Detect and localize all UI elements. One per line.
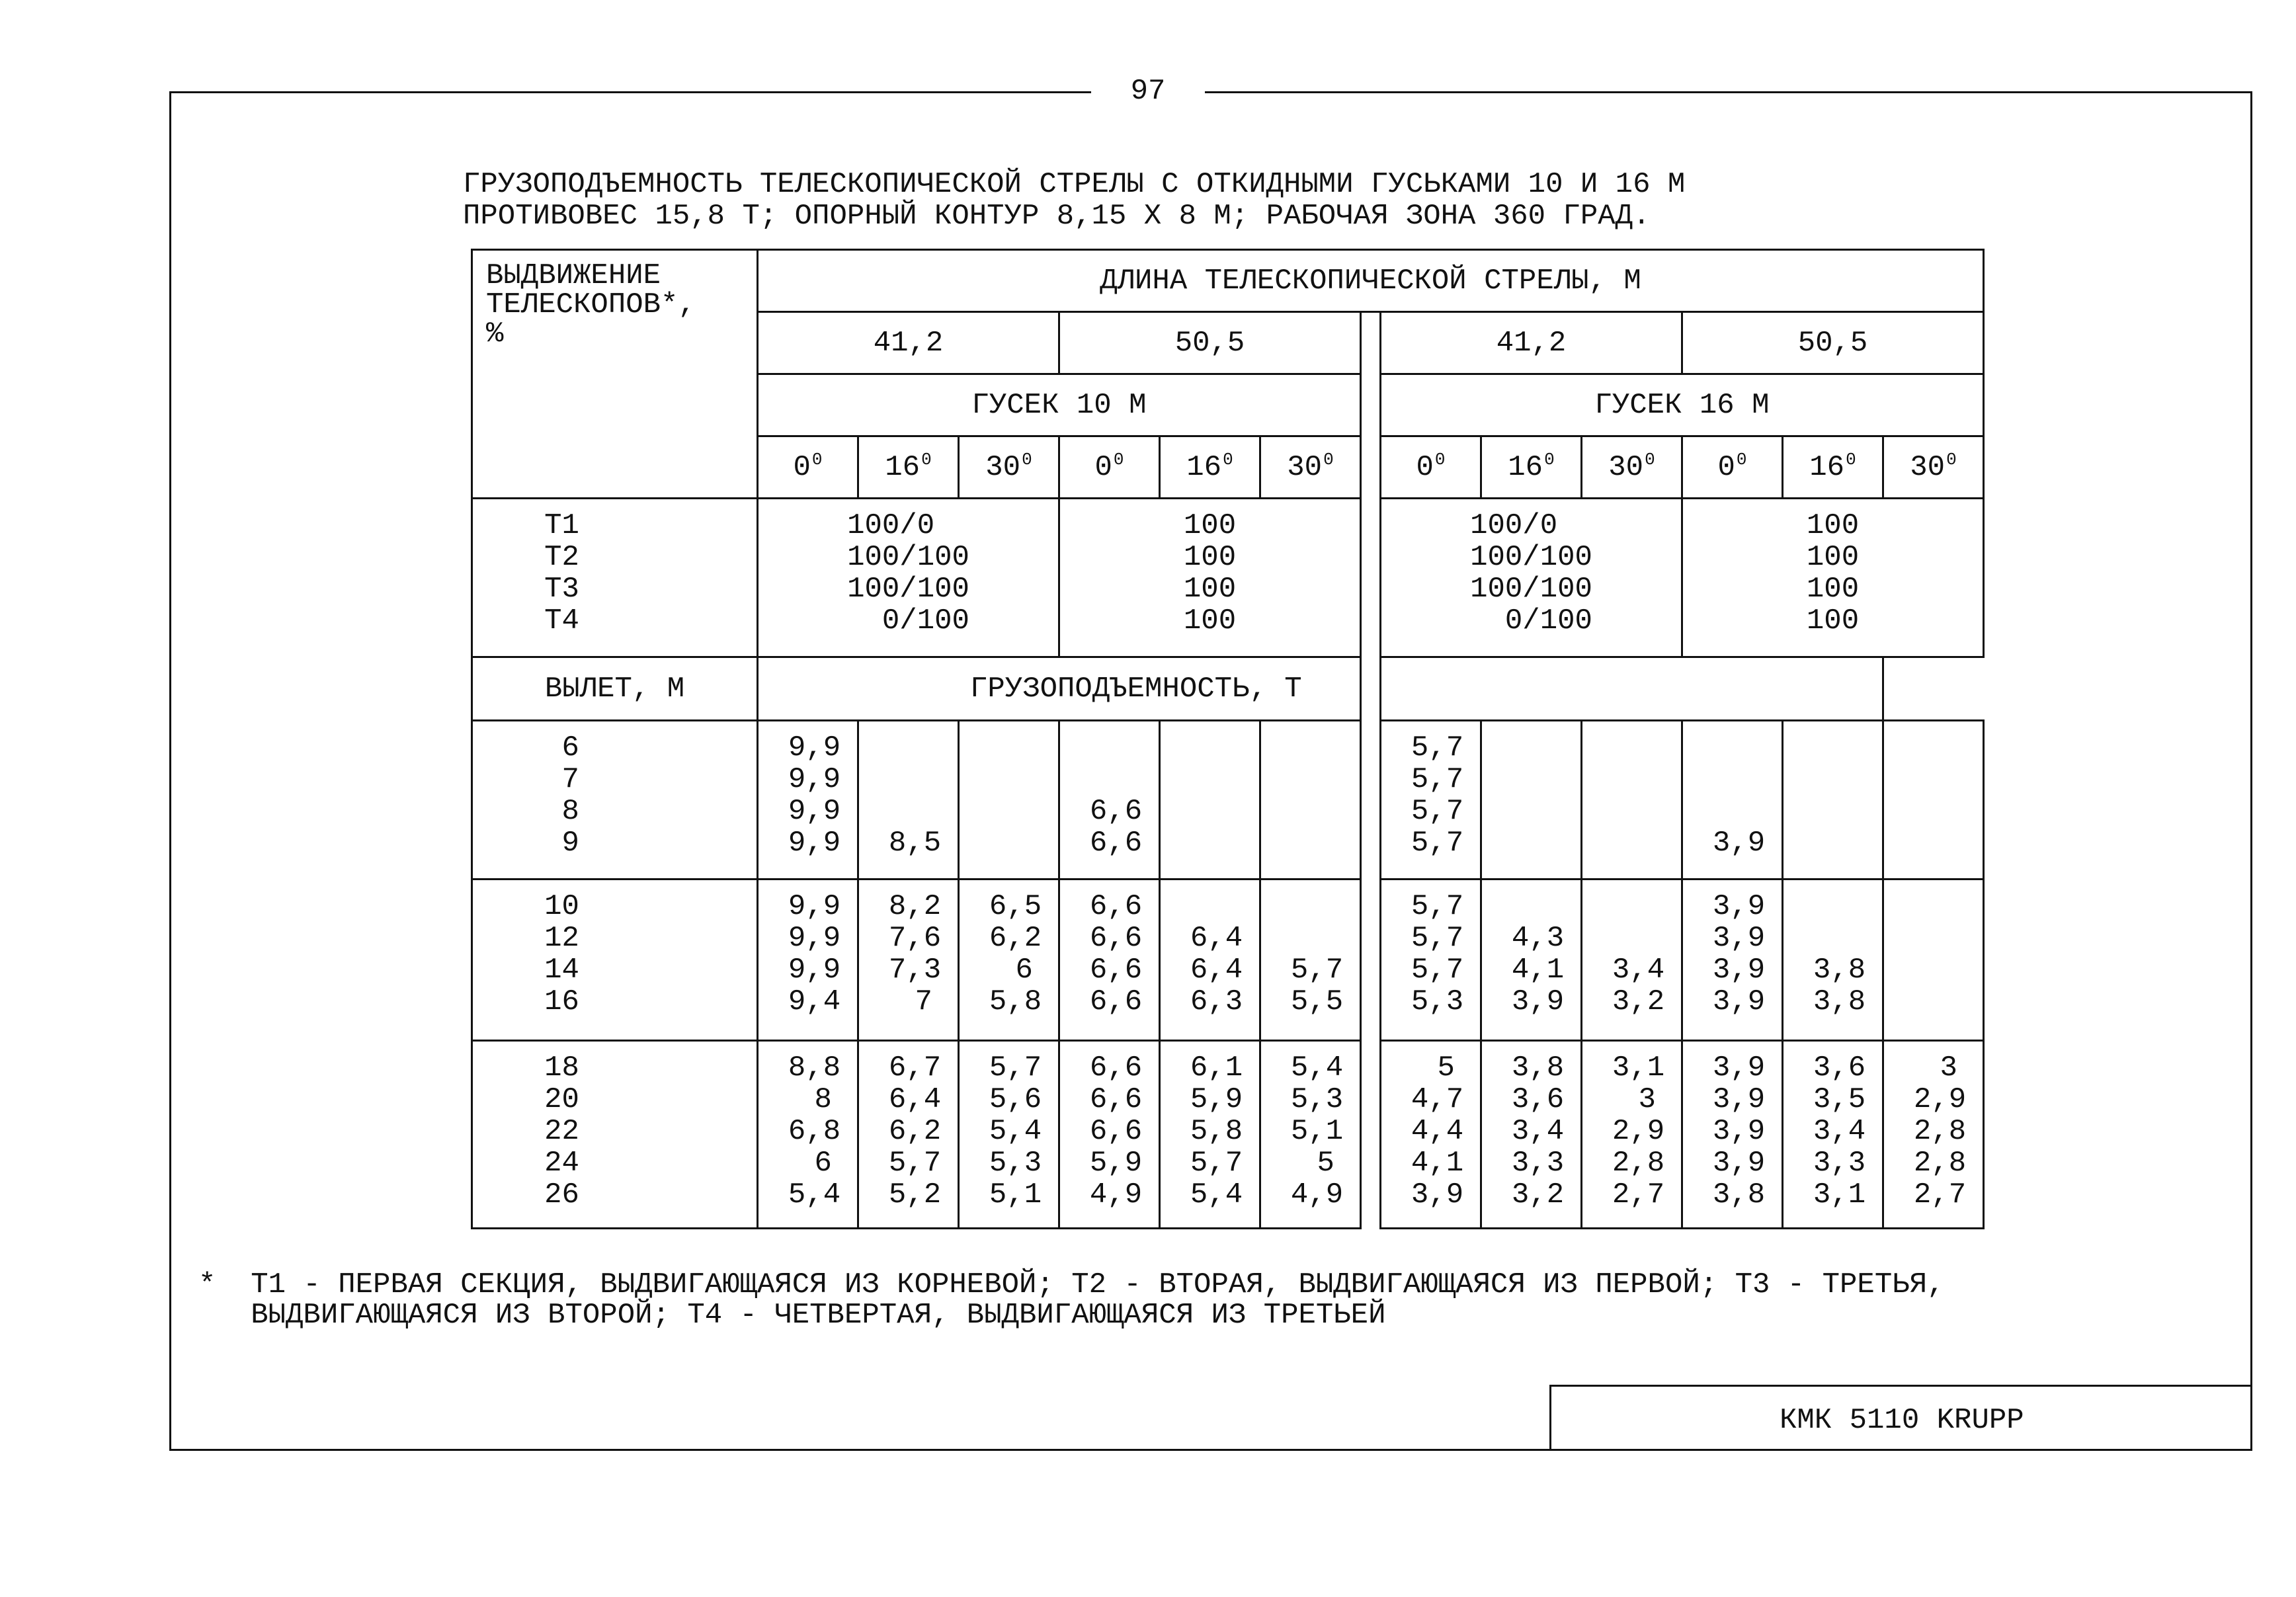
radius-values: 10 12 14 16 bbox=[472, 880, 758, 1041]
degree-mark: 0 bbox=[1323, 449, 1334, 470]
capacity-values bbox=[1783, 721, 1883, 880]
radius-values: 18 20 22 24 26 bbox=[472, 1041, 758, 1229]
degree-mark: 0 bbox=[1434, 449, 1446, 470]
table-heading bbox=[463, 169, 1685, 232]
capacity-table bbox=[471, 249, 1985, 1229]
table-separator bbox=[1361, 312, 1381, 1229]
jib-angle-value: 16 bbox=[1809, 450, 1845, 484]
telescope-extension bbox=[758, 499, 1059, 657]
boom-length: 41,2 bbox=[758, 312, 1059, 374]
capacity-values: 3 2,9 2,8 2,8 2,7 bbox=[1883, 1041, 1984, 1229]
capacity-values: 6,4 6,4 6,3 bbox=[1160, 880, 1260, 1041]
jib-angle bbox=[1883, 436, 1984, 499]
degree-mark: 0 bbox=[1022, 449, 1032, 470]
capacity-values: 8,5 bbox=[858, 721, 959, 880]
degree-mark: 0 bbox=[1946, 449, 1957, 470]
jib-16-header: ГУСЕК 16 М bbox=[1381, 374, 1984, 436]
jib-angle-value: 0 bbox=[793, 450, 811, 484]
degree-mark: 0 bbox=[921, 449, 932, 470]
degree-mark: 0 bbox=[1846, 449, 1856, 470]
capacity-values: 5,7 5,6 5,4 5,3 5,1 bbox=[959, 1041, 1059, 1229]
jib-10-header: ГУСЕК 10 М bbox=[758, 374, 1361, 436]
capacity-values bbox=[1160, 721, 1260, 880]
capacity-values: 3,9 3,9 3,9 3,9 bbox=[1682, 880, 1783, 1041]
capacity-values: 5,7 5,7 5,7 5,3 bbox=[1381, 880, 1481, 1041]
telescope-extension-values: 100/0 100/100 100/100 0/100 bbox=[847, 509, 969, 637]
capacity-values bbox=[1883, 721, 1984, 880]
capacity-values: 6,5 6,2 6 5,8 bbox=[959, 880, 1059, 1041]
jib-angle bbox=[1481, 436, 1582, 499]
capacity-values: 9,9 9,9 9,9 9,4 bbox=[758, 880, 858, 1041]
capacity-values: 3,8 3,8 bbox=[1783, 880, 1883, 1041]
telescope-extension bbox=[1682, 499, 1984, 657]
capacity-values bbox=[959, 721, 1059, 880]
capacity-values bbox=[1260, 721, 1361, 880]
jib-angle-value: 30 bbox=[1287, 450, 1323, 484]
jib-angle bbox=[959, 436, 1059, 499]
radius-values: 6 7 8 9 bbox=[472, 721, 758, 880]
capacity-values: 5,4 5,3 5,1 5 4,9 bbox=[1260, 1041, 1361, 1229]
capacity-header: ГРУЗОПОДЪЕМНОСТЬ, Т bbox=[758, 657, 1883, 721]
boom-length-header: ДЛИНА ТЕЛЕСКОПИЧЕСКОЙ СТРЕЛЫ, М bbox=[758, 250, 1984, 312]
capacity-values: 3,1 3 2,9 2,8 2,7 bbox=[1582, 1041, 1682, 1229]
degree-mark: 0 bbox=[1113, 449, 1124, 470]
title-block-text: КМК 5110 KRUPP bbox=[1780, 1404, 2024, 1437]
jib-angle-value: 30 bbox=[1608, 450, 1644, 484]
capacity-values: 3,9 3,9 3,9 3,9 3,8 bbox=[1682, 1041, 1783, 1229]
heading-line-1: ГРУЗОПОДЪЕМНОСТЬ ТЕЛЕСКОПИЧЕСКОЙ СТРЕЛЫ С ОТКИДНЫМИ ГУСЬКАМИ 10 И 16 М bbox=[463, 168, 1686, 201]
telescope-extension-values: 100/0 100/100 100/100 0/100 bbox=[1470, 509, 1592, 637]
telescope-extension-values: 100 100 100 100 bbox=[1806, 509, 1860, 637]
jib-angle bbox=[758, 436, 858, 499]
degree-mark: 0 bbox=[1223, 449, 1233, 470]
radius-header: ВЫЛЕТ, М bbox=[472, 657, 758, 721]
capacity-values: 6,1 5,9 5,8 5,7 5,4 bbox=[1160, 1041, 1260, 1229]
telescope-extension bbox=[1059, 499, 1361, 657]
capacity-values bbox=[1582, 721, 1682, 880]
degree-mark: 0 bbox=[1736, 449, 1747, 470]
title-block bbox=[1549, 1385, 2252, 1451]
jib-angle bbox=[1260, 436, 1361, 499]
boom-length: 50,5 bbox=[1059, 312, 1361, 374]
jib-angle-value: 16 bbox=[885, 450, 921, 484]
boom-length: 50,5 bbox=[1682, 312, 1984, 374]
telescope-extension-values: 100 100 100 100 bbox=[1183, 509, 1237, 637]
jib-angle-value: 0 bbox=[1094, 450, 1112, 484]
capacity-values: 6,6 6,6 6,6 5,9 4,9 bbox=[1059, 1041, 1160, 1229]
capacity-values bbox=[1481, 721, 1582, 880]
jib-angle bbox=[1783, 436, 1883, 499]
jib-angle bbox=[1059, 436, 1160, 499]
jib-angle bbox=[1160, 436, 1260, 499]
capacity-values: 4,3 4,1 3,9 bbox=[1481, 880, 1582, 1041]
telescope-extension bbox=[1381, 499, 1682, 657]
capacity-values: 3,8 3,6 3,4 3,3 3,2 bbox=[1481, 1041, 1582, 1229]
footnote: * Т1 - ПЕРВАЯ СЕКЦИЯ, ВЫДВИГАЮЩАЯСЯ ИЗ КОРНЕВОЙ; Т2 - ВТОРАЯ, ВЫДВИГАЮЩАЯСЯ ИЗ ПЕРВОЙ; Т3 - ТРЕТЬЯ, ВЫДВИГАЮЩАЯСЯ ИЗ ВТОРОЙ; Т4 - ЧЕТВЕРТАЯ, ВЫДВИГАЮЩАЯСЯ ИЗ ТРЕТЬЕЙ bbox=[198, 1268, 1945, 1332]
degree-mark: 0 bbox=[1544, 449, 1555, 470]
capacity-values: 3,4 3,2 bbox=[1582, 880, 1682, 1041]
corner-label: ВЫДВИЖЕНИЕ ТЕЛЕСКОПОВ*, % bbox=[472, 250, 758, 499]
capacity-values: 3,9 bbox=[1682, 721, 1783, 880]
capacity-values bbox=[1883, 880, 1984, 1041]
boom-length: 41,2 bbox=[1381, 312, 1682, 374]
degree-mark: 0 bbox=[811, 449, 823, 470]
jib-angle bbox=[1582, 436, 1682, 499]
jib-angle bbox=[858, 436, 959, 499]
capacity-values: 3,6 3,5 3,4 3,3 3,1 bbox=[1783, 1041, 1883, 1229]
jib-angle-value: 16 bbox=[1508, 450, 1543, 484]
capacity-values: 8,2 7,6 7,3 7 bbox=[858, 880, 959, 1041]
telescope-labels: Т1 Т2 Т3 Т4 bbox=[472, 499, 758, 657]
page-number: 97 bbox=[0, 71, 2296, 111]
jib-angle-value: 30 bbox=[985, 450, 1021, 484]
capacity-values: 6,6 6,6 bbox=[1059, 721, 1160, 880]
jib-angle-value: 30 bbox=[1910, 450, 1946, 484]
jib-angle bbox=[1381, 436, 1481, 499]
degree-mark: 0 bbox=[1645, 449, 1655, 470]
heading-line-2: ПРОТИВОВЕС 15,8 Т; ОПОРНЫЙ КОНТУР 8,15 Х 8 М; РАБОЧАЯ ЗОНА 360 ГРАД. bbox=[463, 200, 1651, 233]
jib-angle-value: 0 bbox=[1416, 450, 1434, 484]
capacity-values: 8,8 8 6,8 6 5,4 bbox=[758, 1041, 858, 1229]
capacity-values: 5,7 5,7 5,7 5,7 bbox=[1381, 721, 1481, 880]
jib-angle-value: 16 bbox=[1186, 450, 1222, 484]
capacity-values: 6,7 6,4 6,2 5,7 5,2 bbox=[858, 1041, 959, 1229]
capacity-values: 6,6 6,6 6,6 6,6 bbox=[1059, 880, 1160, 1041]
capacity-values: 5,7 5,5 bbox=[1260, 880, 1361, 1041]
jib-angle-value: 0 bbox=[1717, 450, 1735, 484]
jib-angle bbox=[1682, 436, 1783, 499]
capacity-values: 5 4,7 4,4 4,1 3,9 bbox=[1381, 1041, 1481, 1229]
capacity-values: 9,9 9,9 9,9 9,9 bbox=[758, 721, 858, 880]
